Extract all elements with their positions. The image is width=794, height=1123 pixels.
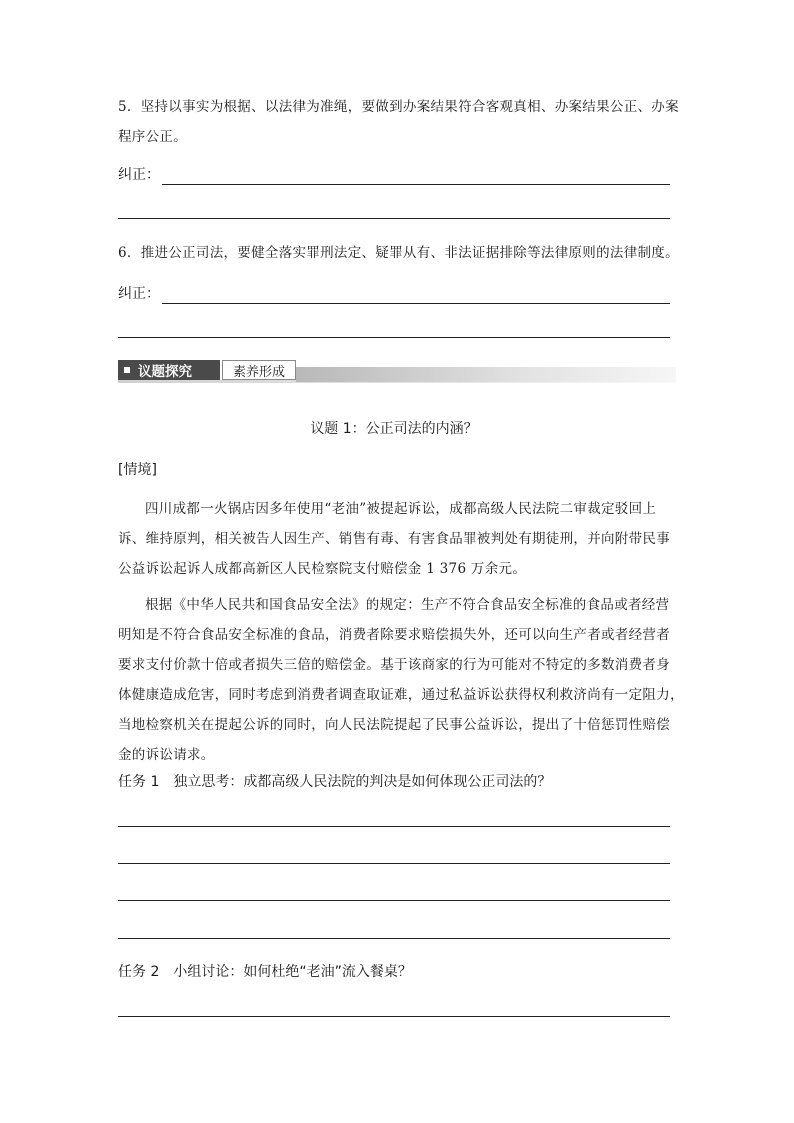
answer-line[interactable] xyxy=(118,218,670,219)
paragraph-line: 明知是不符合食品安全标准的食品，消费者除要求赔偿损失外，还可以向生产者或者经营者 xyxy=(118,627,670,643)
paragraph-line: 四川成都一火锅店因多年使用“老油”被提起诉讼，成都高级人民法院二审裁定驳回上 xyxy=(145,501,657,517)
paragraph-line: 根据《中华人民共和国食品安全法》的规定：生产不符合食品安全标准的食品或者经营 xyxy=(145,597,670,613)
paragraph-line: 当地检察机关在提起公诉的同时，向人民法院提起了民事公益诉讼，提出了十倍惩罚性赔偿 xyxy=(118,717,670,733)
topic-title: 议题 1：公正司法的内涵？ xyxy=(310,421,478,437)
item-6: 6．推进公正司法，要健全落实罪刑法定、疑罪从有、非法证据排除等法律原则的法律制度。 xyxy=(118,245,679,261)
answer-line[interactable] xyxy=(118,337,670,338)
paragraph-line: 金的诉讼请求。 xyxy=(118,747,215,763)
correction-label: 纠正： xyxy=(118,286,160,302)
item-5-line-1: 5．坚持以事实为根据、以法律为准绳，要做到办案结果符合客观真相、办案结果公正、办案 xyxy=(118,99,679,115)
context-paragraph-2 xyxy=(118,590,684,770)
task-2-prompt: 任务 2 小组讨论：如何杜绝“老油”流入餐桌？ xyxy=(118,964,412,980)
section-title xyxy=(118,360,220,380)
answer-line[interactable] xyxy=(118,938,670,939)
paragraph-line: 诉、维持原判，相关被告人因生产、销售有毒、有害食品罪被判处有期徒刑，并向附带民事 xyxy=(118,531,670,547)
section-title-text: 议题探究 xyxy=(138,364,192,380)
item-5-line-2: 程序公正。 xyxy=(118,129,187,145)
paragraph-line: 要求支付价款十倍或者损失三倍的赔偿金。基于该商家的行为可能对不特定的多数消费者身 xyxy=(118,657,670,673)
task-1-prompt: 任务 1 独立思考：成都高级人民法院的判决是如何体现公正司法的？ xyxy=(118,774,552,790)
answer-line[interactable] xyxy=(118,826,670,827)
context-label: [情境] xyxy=(118,462,157,478)
item-5 xyxy=(118,92,678,152)
context-paragraph-1 xyxy=(118,494,678,584)
answer-line[interactable] xyxy=(162,168,670,185)
item-6-correction-field[interactable] xyxy=(118,280,670,304)
answer-line[interactable] xyxy=(118,1016,670,1017)
item-5-correction-field[interactable] xyxy=(118,161,670,185)
answer-line[interactable] xyxy=(118,863,670,864)
section-banner xyxy=(118,360,676,384)
paragraph-line: 体健康造成危害，同时考虑到消费者调查取证难，通过私益诉讼获得权利救济尚有一定阻力， xyxy=(118,687,684,703)
banner-gradient-bar xyxy=(296,367,676,382)
paragraph-line: 公益诉讼起诉人成都高新区人民检察院支付赔偿金 1 376 万余元。 xyxy=(118,561,527,577)
answer-line[interactable] xyxy=(162,287,670,304)
square-bullet-icon xyxy=(124,367,130,373)
answer-line[interactable] xyxy=(118,900,670,901)
section-subtitle: 素养形成 xyxy=(222,360,296,380)
correction-label: 纠正： xyxy=(118,167,160,183)
